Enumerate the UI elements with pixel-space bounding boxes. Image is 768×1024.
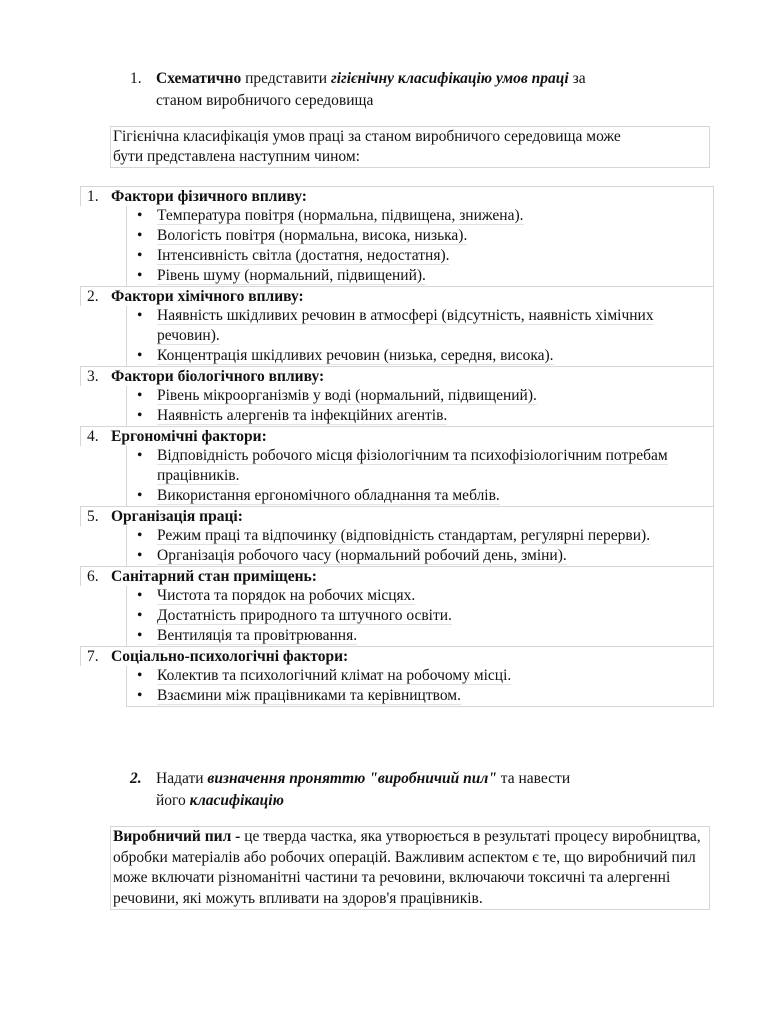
intro-paragraph <box>110 126 710 168</box>
bullet-icon: • <box>137 607 143 624</box>
bullet-text: Чистота та порядок на робочих місцях. <box>157 587 416 604</box>
category-title: Фактори хімічного впливу: <box>111 288 304 305</box>
question-1-text-mid: представити <box>241 70 331 87</box>
question-2-text-mid: та навести <box>496 770 571 787</box>
bullet-icon: • <box>137 347 143 364</box>
bullet-item <box>127 546 713 566</box>
bullet-text: Відповідність робочого місця фізіологічним та психофізіологічним потребам працівників. <box>157 447 668 484</box>
category-heading <box>80 366 714 386</box>
category-title: Соціально-психологічні фактори: <box>111 648 349 665</box>
bullet-item <box>127 526 713 546</box>
question-1 <box>130 68 710 112</box>
bullet-text: Вентиляція та провітрювання. <box>157 627 358 644</box>
bullet-text: Вологість повітря (нормальна, висока, низька). <box>157 227 468 244</box>
question-1-emphasis: гігієнічну класифікацію умов праці <box>330 70 569 87</box>
bullet-item <box>127 666 713 686</box>
question-2-number: 2. <box>130 770 142 787</box>
question-2 <box>130 768 710 812</box>
bullet-text: Рівень шуму (нормальний, підвищений). <box>157 267 426 284</box>
category-title: Фактори фізичного впливу: <box>111 188 307 205</box>
category-title: Фактори біологічного впливу: <box>111 368 325 385</box>
category-title: Ергономічні фактори: <box>111 428 267 445</box>
bullet-item <box>127 486 713 506</box>
category-heading <box>80 646 714 666</box>
bullet-icon: • <box>137 447 143 464</box>
question-1-text <box>156 68 710 112</box>
category-bullet-list <box>126 386 714 426</box>
bullet-item <box>127 206 713 226</box>
category-bullet-list <box>126 206 714 286</box>
question-2-line2-emphasis: класифікацію <box>189 792 284 809</box>
bullet-icon: • <box>137 687 143 704</box>
question-2-line2-start: його <box>156 792 190 809</box>
category-bullet-list <box>126 586 714 646</box>
bullet-icon: • <box>137 487 143 504</box>
bullet-item <box>127 306 713 346</box>
bullet-icon: • <box>137 547 143 564</box>
bullet-text: Використання ергономічного обладнання та меблів. <box>157 487 500 504</box>
category-number: 1. <box>87 188 99 205</box>
question-1-line2: станом виробничого середовища <box>156 92 374 109</box>
bullet-text: Температура повітря (нормальна, підвищена, знижена). <box>157 207 524 224</box>
category-heading <box>80 506 714 526</box>
question-1-bold-start: Схематично <box>156 70 242 87</box>
bullet-item <box>127 266 713 286</box>
category-bullet-list <box>126 306 714 366</box>
category-number: 7. <box>87 648 99 665</box>
bullet-icon: • <box>137 627 143 644</box>
category-number: 3. <box>87 368 99 385</box>
classification-outline <box>80 186 714 707</box>
category-number: 5. <box>87 508 99 525</box>
bullet-icon: • <box>137 247 143 264</box>
bullet-icon: • <box>137 387 143 404</box>
bullet-item <box>127 586 713 606</box>
bullet-item <box>127 626 713 646</box>
answer-term: Виробничий пил <box>113 828 232 845</box>
category-bullet-list <box>126 666 714 706</box>
category-number: 6. <box>87 568 99 585</box>
bullet-icon: • <box>137 227 143 244</box>
question-2-text-start: Надати <box>156 770 208 787</box>
bullet-icon: • <box>137 307 143 324</box>
bullet-item <box>127 346 713 366</box>
category-title: Санітарний стан приміщень: <box>111 568 317 585</box>
bullet-text: Режим праці та відпочинку (відповідність стандартам, регулярні перерви). <box>157 527 651 544</box>
category-heading <box>80 286 714 306</box>
category-number: 2. <box>87 288 99 305</box>
bullet-icon: • <box>137 587 143 604</box>
bullet-text: Організація робочого часу (нормальний робочий день, зміни). <box>157 547 567 564</box>
category-number: 4. <box>87 428 99 445</box>
outline-bottom-border <box>126 706 714 707</box>
bullet-text: Рівень мікроорганізмів у воді (нормальний, підвищений). <box>157 387 537 404</box>
bullet-icon: • <box>137 267 143 284</box>
category-bullet-list <box>126 446 714 506</box>
category-title: Організація праці: <box>111 508 243 525</box>
intro-line-2: бути представлена наступним чином: <box>113 148 360 165</box>
bullet-item <box>127 606 713 626</box>
bullet-icon: • <box>137 407 143 424</box>
category-heading <box>80 426 714 446</box>
bullet-text: Взаємини між працівниками та керівництвом. <box>157 687 461 704</box>
bullet-text: Достатність природного та штучного освіти. <box>157 607 452 624</box>
bullet-item <box>127 686 713 706</box>
question-2-emphasis: визначення проняттю "виробничий пил" <box>207 770 497 787</box>
bullet-text: Наявність алергенів та інфекційних агентів. <box>157 407 448 424</box>
answer-text: це тверда частка, яка утворюється в результаті процесу виробництва, обробки матеріалів або робочих операцій. Важливим аспектом є те, що виробничий пил може включати різноманітні частини та речовини, включаючи токсичні та алергенні речовини, які можуть впливати на здоров'я працівників. <box>113 828 701 907</box>
answer-dash: - <box>231 828 245 845</box>
bullet-text: Колектив та психологічний клімат на робочому місці. <box>157 667 512 684</box>
bullet-item <box>127 446 713 486</box>
category-bullet-list <box>126 526 714 566</box>
question-1-text-end: за <box>568 70 586 87</box>
bullet-text: Інтенсивність світла (достатня, недостатня). <box>157 247 450 264</box>
bullet-item <box>127 386 713 406</box>
bullet-item <box>127 406 713 426</box>
bullet-text: Концентрація шкідливих речовин (низька, середня, висока). <box>157 347 554 364</box>
bullet-item <box>127 226 713 246</box>
bullet-icon: • <box>137 527 143 544</box>
intro-line-1: Гігієнічна класифікація умов праці за станом виробничого середовища може <box>113 128 621 145</box>
bullet-icon: • <box>137 207 143 224</box>
question-2-text <box>156 768 710 812</box>
category-heading <box>80 186 714 206</box>
bullet-item <box>127 246 713 266</box>
bullet-icon: • <box>137 667 143 684</box>
answer-paragraph <box>110 826 710 910</box>
question-1-number: 1. <box>130 70 142 87</box>
bullet-text: Наявність шкідливих речовин в атмосфері (відсутність, наявність хімічних речовин). <box>157 307 654 344</box>
category-heading <box>80 566 714 586</box>
